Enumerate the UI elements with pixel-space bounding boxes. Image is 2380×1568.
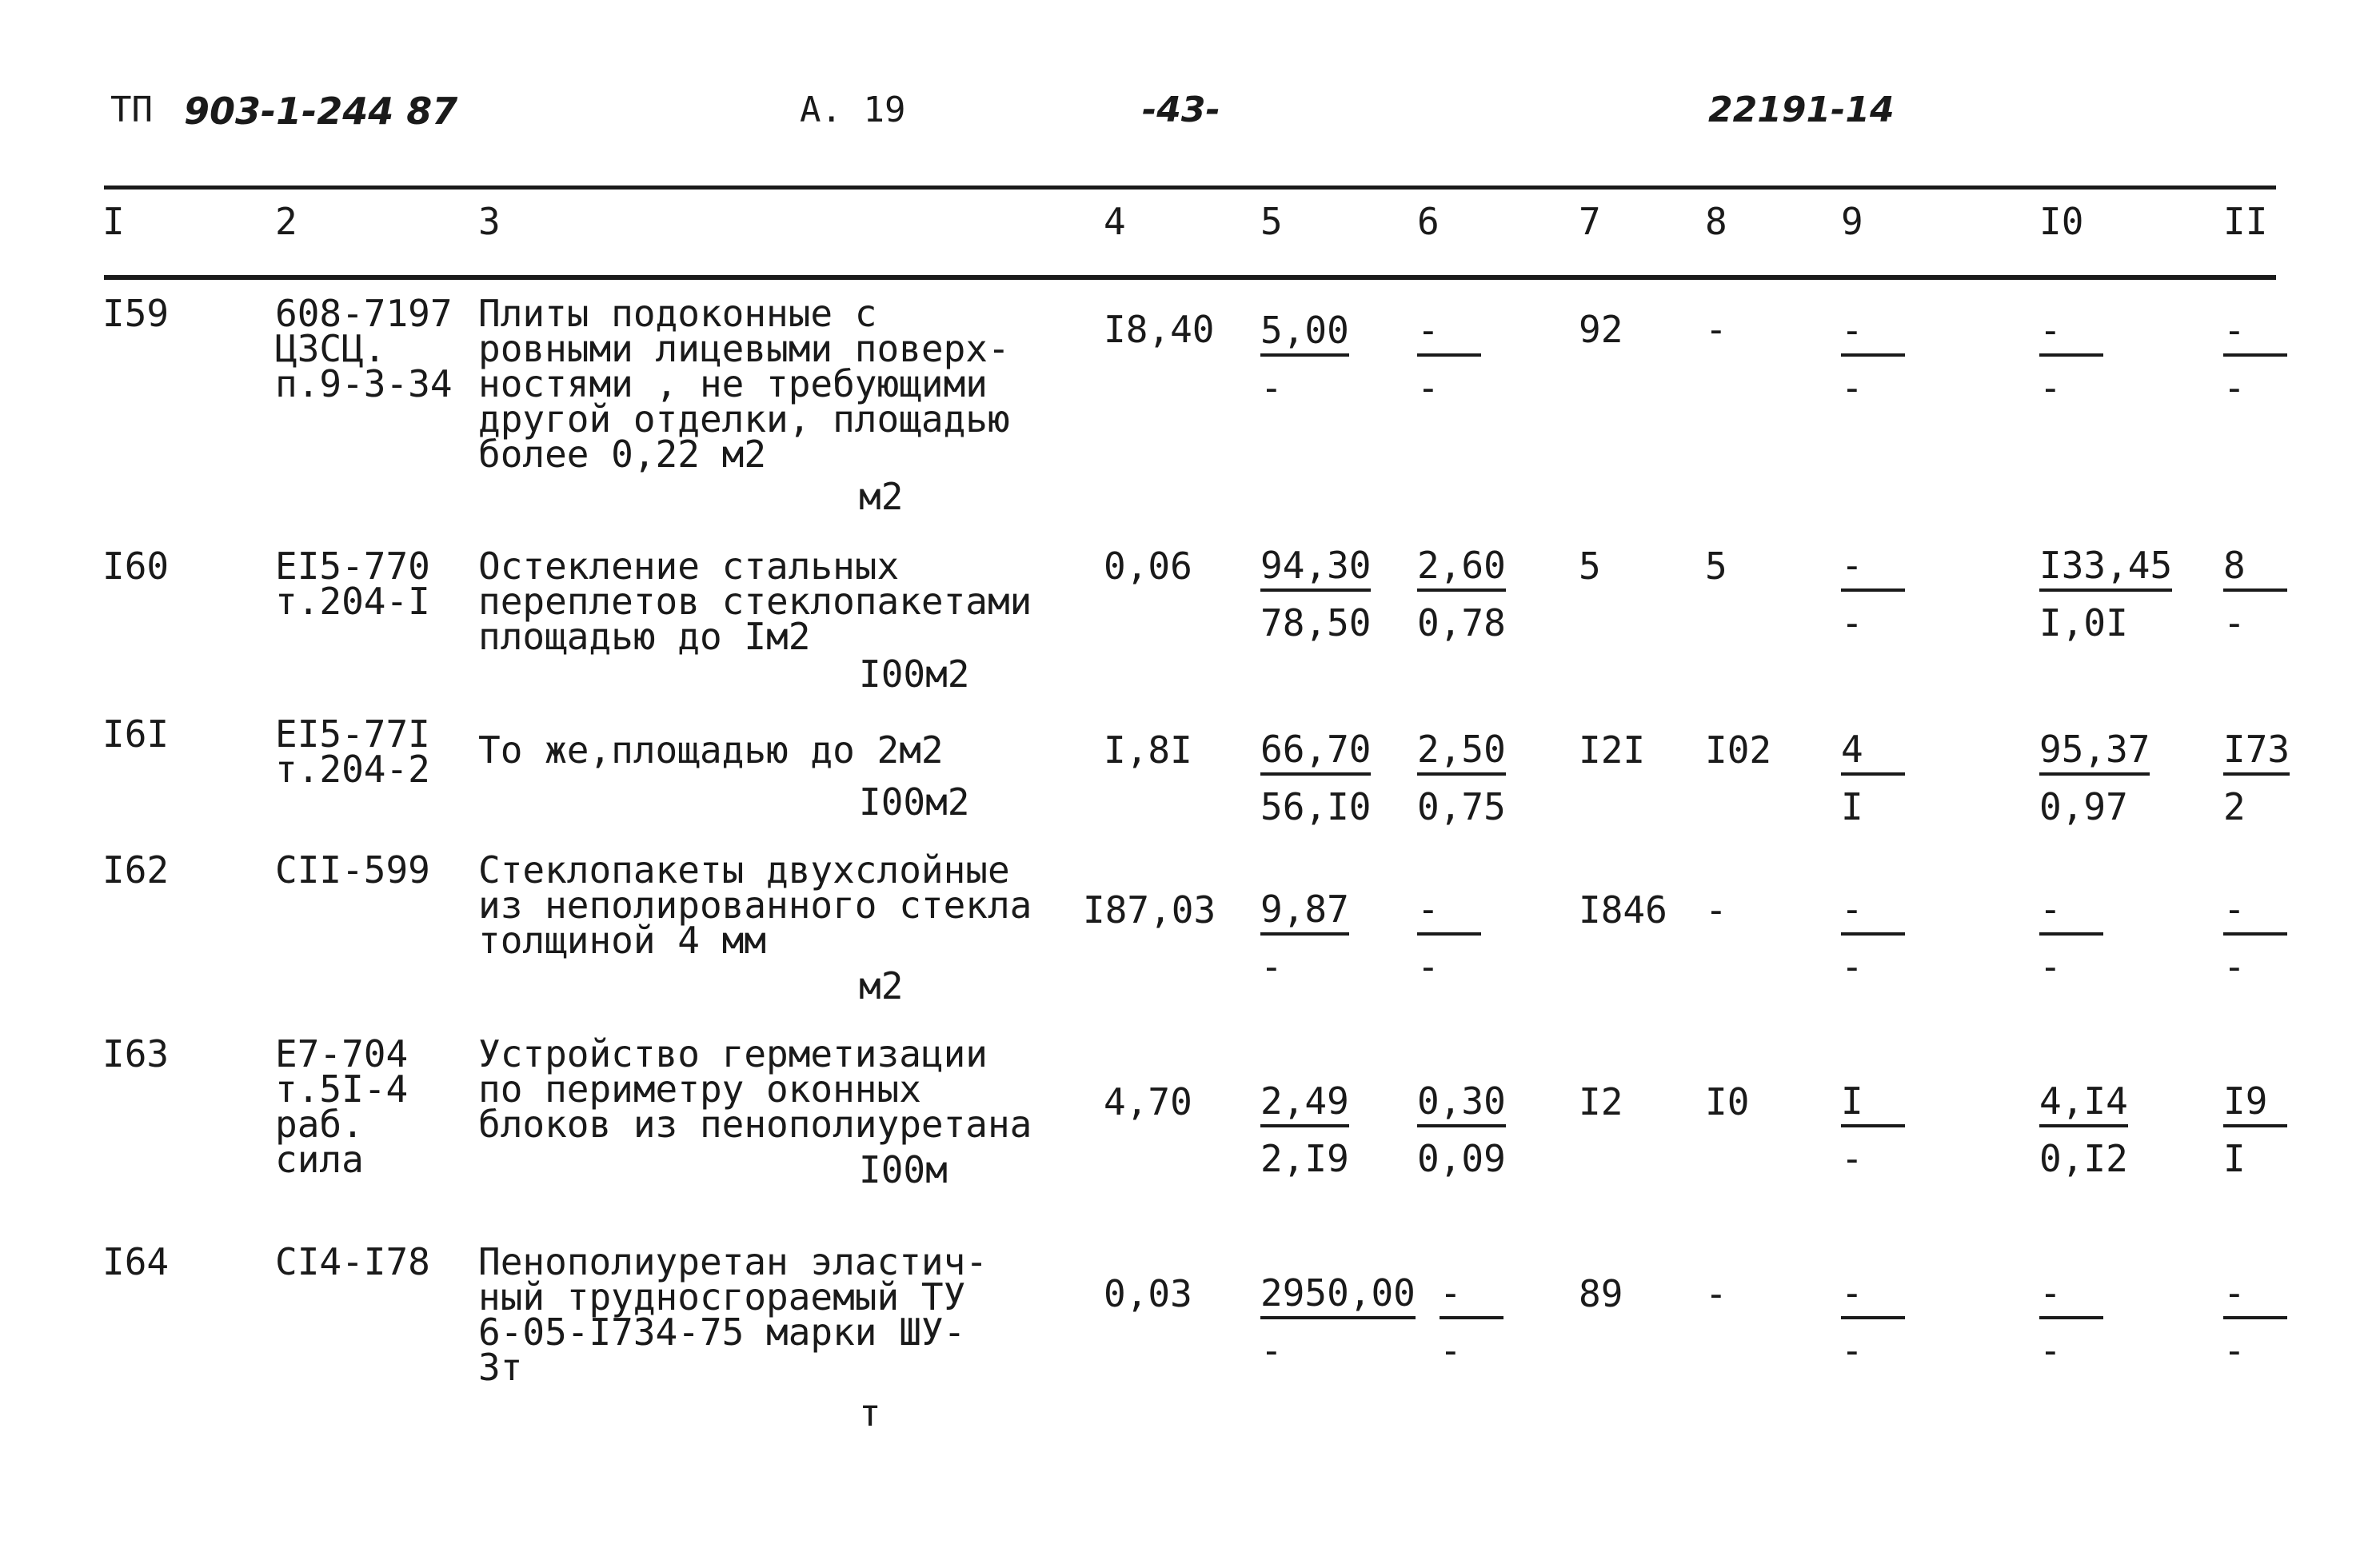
work-description: Пенополиуретан эластич- ный трудносгораемый ТУ 6-05-I734-75 марки ШУ- 3т [478, 1240, 988, 1389]
col-header-5: 5 [1260, 200, 1283, 243]
row-number: I59 [102, 292, 170, 335]
table-header-rule [104, 275, 2276, 280]
quantity: 0,03 [1104, 1272, 1192, 1315]
unit-of-measure: т [859, 1391, 881, 1434]
col7-value: I2I [1579, 728, 1646, 772]
header-page-number: -43- [1142, 90, 1220, 130]
col-header-6: 6 [1417, 200, 1440, 243]
col7-value: 92 [1579, 308, 1623, 351]
col9-value: I - [1841, 1079, 1905, 1180]
col-header-8: 8 [1705, 200, 1727, 243]
col7-value: 5 [1579, 545, 1601, 588]
col-header-7: 7 [1579, 200, 1601, 243]
work-description: Стеклопакеты двухслойные из неполированного стекла толщиной 4 мм [478, 848, 1032, 962]
work-description: Остекление стальных переплетов стеклопакетами площадью до Iм2 [478, 545, 1032, 658]
work-description: То же,площадью до 2м2 [478, 728, 944, 772]
col11-value: 8 - [2223, 544, 2287, 644]
col10-value: - - [2039, 309, 2103, 409]
col7-value: I2 [1579, 1080, 1623, 1123]
row-number: I60 [102, 545, 170, 588]
col5-value: 5,00 - [1260, 309, 1349, 409]
col7-value: 89 [1579, 1272, 1623, 1315]
col9-value: - - [1841, 1271, 1905, 1372]
header-tp-number: 903-1-244 87 [184, 90, 458, 133]
col10-value: $\frac{4,I4}{0,I2}$ [2039, 1079, 2128, 1180]
unit-of-measure: I00м2 [859, 652, 970, 696]
col8-value: - [1705, 1272, 1727, 1315]
col11-value: $\frac{I9}{I}$ [2223, 1079, 2287, 1180]
unit-of-measure: I00м [859, 1148, 948, 1191]
work-description: Плиты подоконные с ровными лицевыми поверх- ностями , не требующими другой отделки, площадью более 0,22 м2 [478, 292, 1010, 476]
col10-value: - - [2039, 1271, 2103, 1372]
row-number: I64 [102, 1240, 170, 1283]
col9-value: - - [1841, 544, 1905, 644]
col5-value: $\frac{94,30}{78,50}$ [1260, 544, 1372, 644]
col9-value: - - [1841, 309, 1905, 409]
col6-value: $\frac{0,30}{0,09}$ [1417, 1079, 1506, 1180]
quantity: 0,06 [1104, 545, 1192, 588]
col6-value: - - [1417, 888, 1481, 988]
header-tp-prefix: ТП [110, 90, 153, 130]
col-header-11: II [2223, 200, 2268, 243]
col11-value: - - [2223, 1271, 2287, 1372]
col5-value: $\frac{2,49}{2,I9}$ [1260, 1079, 1349, 1180]
col11-value: - - [2223, 888, 2287, 988]
unit-of-measure: м2 [859, 475, 904, 518]
quantity: 4,70 [1104, 1080, 1192, 1123]
row-number: I62 [102, 848, 170, 892]
col8-value: I02 [1705, 728, 1772, 772]
col11-value: - - [2223, 309, 2287, 409]
header-doc-code: 22191-14 [1708, 90, 1895, 130]
work-description: Устройство герметизации по периметру оконных блоков из пенополиуретана [478, 1032, 1032, 1146]
col8-value: - [1705, 308, 1727, 351]
col-header-1: I [102, 200, 125, 243]
rate-code: CI4-I78 [275, 1240, 430, 1283]
col6-value: $\frac{2,60}{0,78}$ [1417, 544, 1506, 644]
header-album: А. 19 [800, 90, 906, 130]
quantity: I,8I [1104, 728, 1192, 772]
unit-of-measure: I00м2 [859, 780, 970, 824]
col5-value: $\frac{66,70}{56,I0}$ [1260, 728, 1372, 828]
col9-value: - - [1841, 888, 1905, 988]
col5-value: 9,87 - [1260, 888, 1349, 988]
col10-value: $\frac{95,37}{0,97}$ [2039, 728, 2150, 828]
col9-value: $\frac{4}{I}$ [1841, 728, 1905, 828]
col7-value: I846 [1579, 888, 1667, 932]
col10-value: - - [2039, 888, 2103, 988]
col-header-4: 4 [1104, 200, 1126, 243]
col8-value: - [1705, 888, 1727, 932]
rate-code: E7-704 т.5I-4 раб. сила [275, 1032, 409, 1181]
col11-value: $\frac{I73}{2}$ [2223, 728, 2290, 828]
col-header-10: I0 [2039, 200, 2084, 243]
rate-code: EI5-770 т.204-I [275, 545, 430, 623]
col6-value: $\frac{2,50}{0,75}$ [1417, 728, 1506, 828]
col8-value: I0 [1705, 1080, 1750, 1123]
col-header-3: 3 [478, 200, 501, 243]
row-number: I6I [102, 712, 170, 756]
rate-code: 608-7197 ЦЗСЦ. п.9-3-34 [275, 292, 453, 405]
table-top-rule [104, 186, 2276, 190]
col6-value: - - [1440, 1271, 1503, 1372]
col-header-9: 9 [1841, 200, 1863, 243]
row-number: I63 [102, 1032, 170, 1075]
unit-of-measure: м2 [859, 964, 904, 1007]
rate-code: EI5-77I т.204-2 [275, 712, 430, 791]
rate-code: CII-599 [275, 848, 430, 892]
col5-value: 2950,00 - [1260, 1271, 1416, 1372]
col-header-2: 2 [275, 200, 298, 243]
quantity: I8,40 [1104, 308, 1215, 351]
quantity: I87,03 [1083, 888, 1216, 932]
col6-value: - - [1417, 309, 1481, 409]
col8-value: 5 [1705, 545, 1727, 588]
col10-value: $\frac{I33,45}{I,0I}$ [2039, 544, 2173, 644]
